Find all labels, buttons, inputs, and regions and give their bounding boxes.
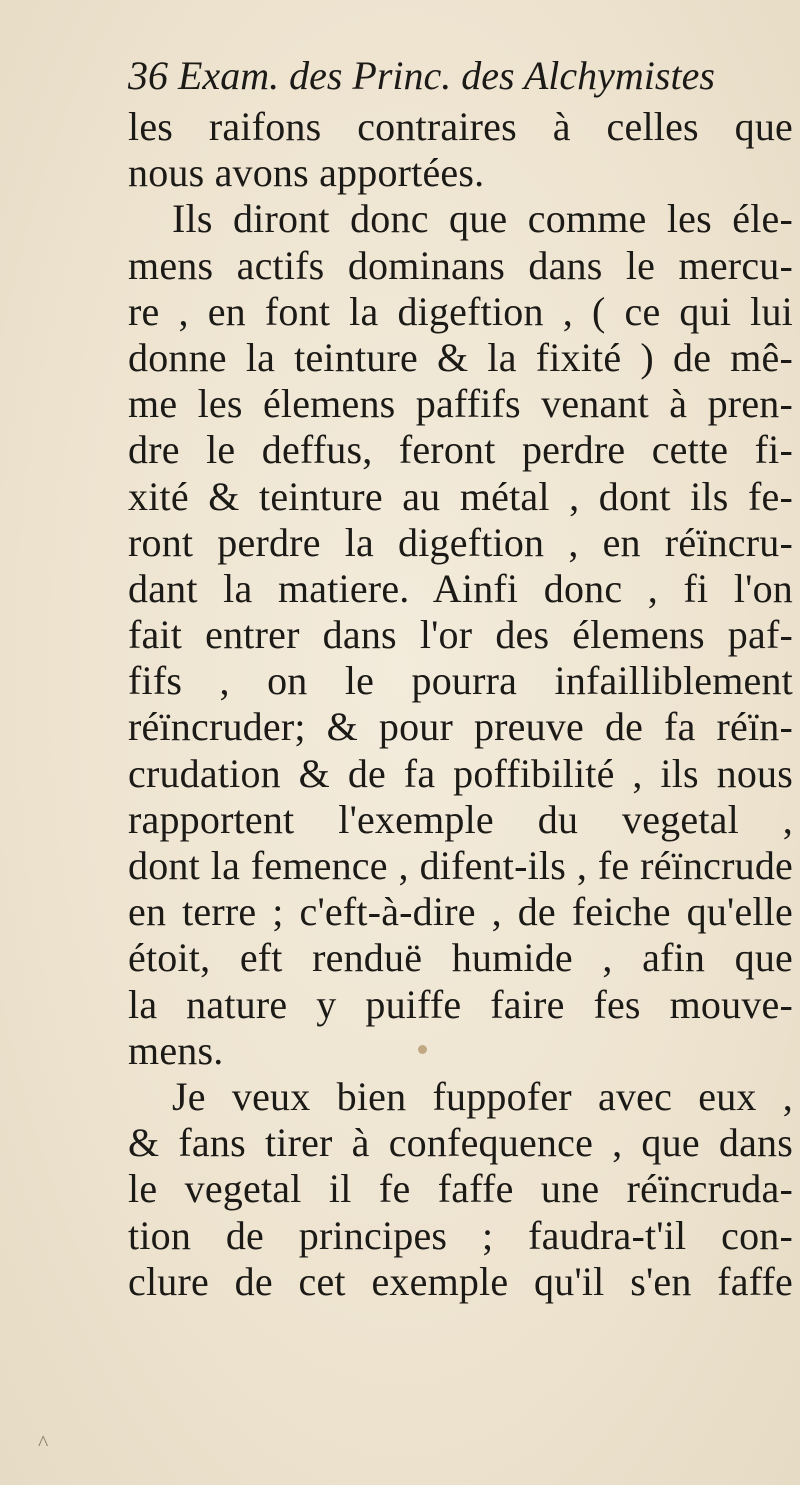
text-line: mens actifs dominans dans le mercu- [128,242,793,288]
text-line: fifs , on le pourra infailliblement [128,658,793,704]
text-line: dant la matiere. Ainfi donc , fi l'on [128,565,793,611]
paragraph-start-line: Ils diront donc que comme les éle- [172,196,793,242]
page-number: 36 [128,53,168,98]
paper-stain [418,1045,427,1054]
text-line: ront perdre la digeftion , en réïncru- [128,519,793,565]
text-line: le vegetal il fe faffe une réïncruda- [128,1166,793,1212]
text-line: les raifons contraires à celles que [128,104,793,149]
text-line: clure de cet exemple qu'il s'en faffe [128,1258,793,1304]
running-title: Exam. des Princ. des Alchymistes [178,53,715,98]
text-line: tion de principes ; faudra-t'il con- [128,1212,793,1258]
text-line: dre le deffus, feront perdre cette fi- [128,427,793,473]
text-line: rapportent l'exemple du vegetal , [128,796,793,842]
text-line: en terre ; c'eft-à-dire , de feiche qu'elle [128,889,793,935]
text-line: nous avons apportées. [128,150,485,196]
text-line: fait entrer dans l'or des élemens paf- [128,612,793,658]
text-line: & fans tirer à confequence , que dans [128,1120,793,1166]
text-line: réïncruder; & pour preuve de fa réïn- [128,704,793,750]
paragraph-start-line: Je veux bien fuppofer avec eux , [172,1073,793,1119]
text-line: mens. [128,1027,224,1073]
margin-mark: ^ [38,1430,49,1455]
text-line: crudation & de fa poffibilité , ils nous [128,750,793,796]
text-line: xité & teinture au métal , dont ils fe- [128,473,793,519]
text-line: donne la teinture & la fixité ) de mê- [128,334,793,380]
text-line: dont la femence , difent-ils , fe réïncrude [128,843,793,888]
body-text [128,104,793,1305]
running-header [128,52,715,100]
text-line: re , en font la digeftion , ( ce qui lui [128,288,793,334]
text-line: me les élemens paffifs venant à pren- [128,381,793,427]
text-line: étoit, eft renduë humide , afin que [128,935,793,981]
text-line: la nature y puiffe faire fes mouve- [128,981,793,1027]
